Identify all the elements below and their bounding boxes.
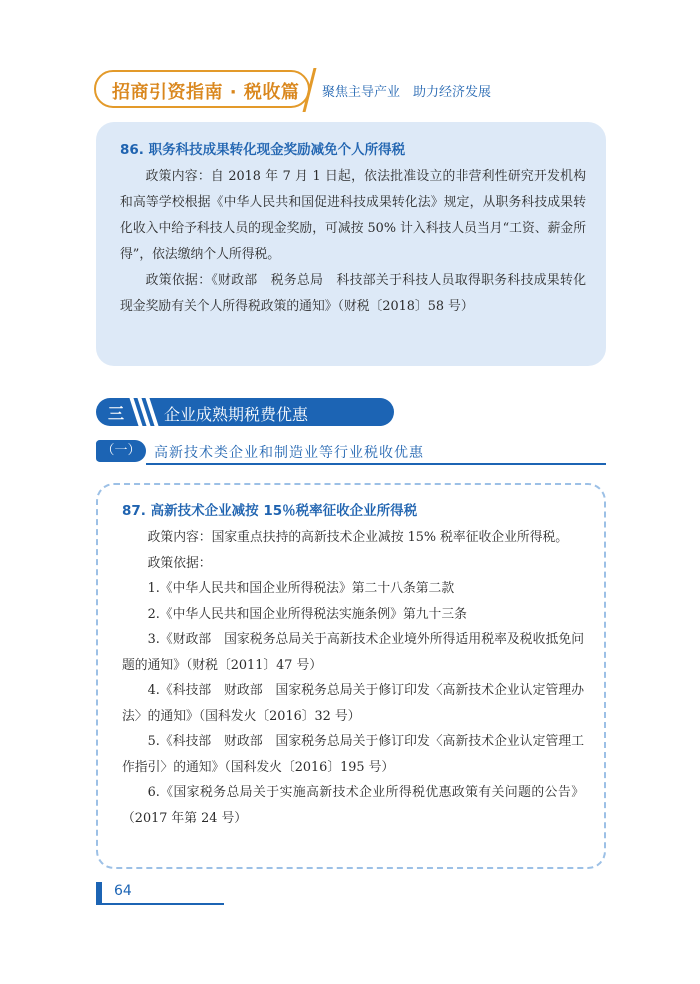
page-number-block <box>96 882 226 904</box>
policy-86-title: 86. 职务科技成果转化现金奖励减免个人所得税 <box>120 142 406 158</box>
policy-87-basis-item: 2.《中华人民共和国企业所得税法实施条例》第九十三条 <box>147 606 467 622</box>
policy-87-basis-item: 1.《中华人民共和国企业所得税法》第二十八条第二款 <box>147 581 455 596</box>
header-title-pill <box>94 70 310 108</box>
policy-87-basis-item: 6.《国家税务总局关于实施高新技术企业所得税优惠政策有关问题的公告》（2017 年第 24 号） <box>122 785 584 826</box>
page-number-marker <box>96 882 102 904</box>
section-three-title: 企业成熟期税费优惠 <box>164 405 309 424</box>
page-number: 64 <box>114 883 132 899</box>
policy-87-content: 政策内容：国家重点扶持的高新技术企业减按 15% 税率征收企业所得税。 <box>147 530 569 545</box>
policy-87-title: 87. 高新技术企业减按 15％税率征收企业所得税 <box>122 503 418 519</box>
policy-87-basis-item: 4.《科技部 财政部 国家税务总局关于修订印发〈高新技术企业认定管理办法〉的通知》（国科发火〔2016〕32 号） <box>122 683 584 724</box>
page-header <box>94 70 514 112</box>
header-title: 招商引资指南 · 税收篇 <box>112 82 300 103</box>
policy-87-basis-item: 5.《科技部 财政部 国家税务总局关于修订印发〈高新技术企业认定管理工作指引〉的通知》（国科发火〔2016〕195 号） <box>122 734 584 775</box>
subsection-one-title: 高新技术类企业和制造业等行业税收优惠 <box>154 445 424 461</box>
policy-87-basis-label: 政策依据： <box>147 555 212 571</box>
policy-87-basis-item: 3.《财政部 国家税务总局关于高新技术企业境外所得适用税率及税收抵免问题的通知》（财税〔2011〕47 号） <box>122 632 584 673</box>
header-slogan: 聚焦主导产业 助力经济发展 <box>322 85 492 100</box>
section-three-number: 三 <box>108 404 125 423</box>
subsection-one-header <box>96 440 606 464</box>
policy-box-87 <box>96 483 606 869</box>
subsection-one-tag: （一） <box>96 440 146 462</box>
policy-box-86 <box>96 122 606 366</box>
policy-86-content: 政策内容：自 2018 年 7 月 1 日起，依法批准设立的非营利性研究开发机构和高等学校根据《中华人民共和国促进科技成果转化法》规定，从职务科技成果转化收入中给予科技人员的现金奖励，可减按 50% 计入科技人员当月“工资、薪金所得”，依法缴纳个人所得税。 <box>120 169 586 262</box>
section-three-header <box>96 398 396 428</box>
page-number-underline <box>96 903 224 905</box>
policy-86-basis: 政策依据：《财政部 税务总局 科技部关于科技人员取得职务科技成果转化现金奖励有关个人所得税政策的通知》（财税〔2018〕58 号） <box>120 273 586 314</box>
subsection-underline <box>146 463 606 465</box>
